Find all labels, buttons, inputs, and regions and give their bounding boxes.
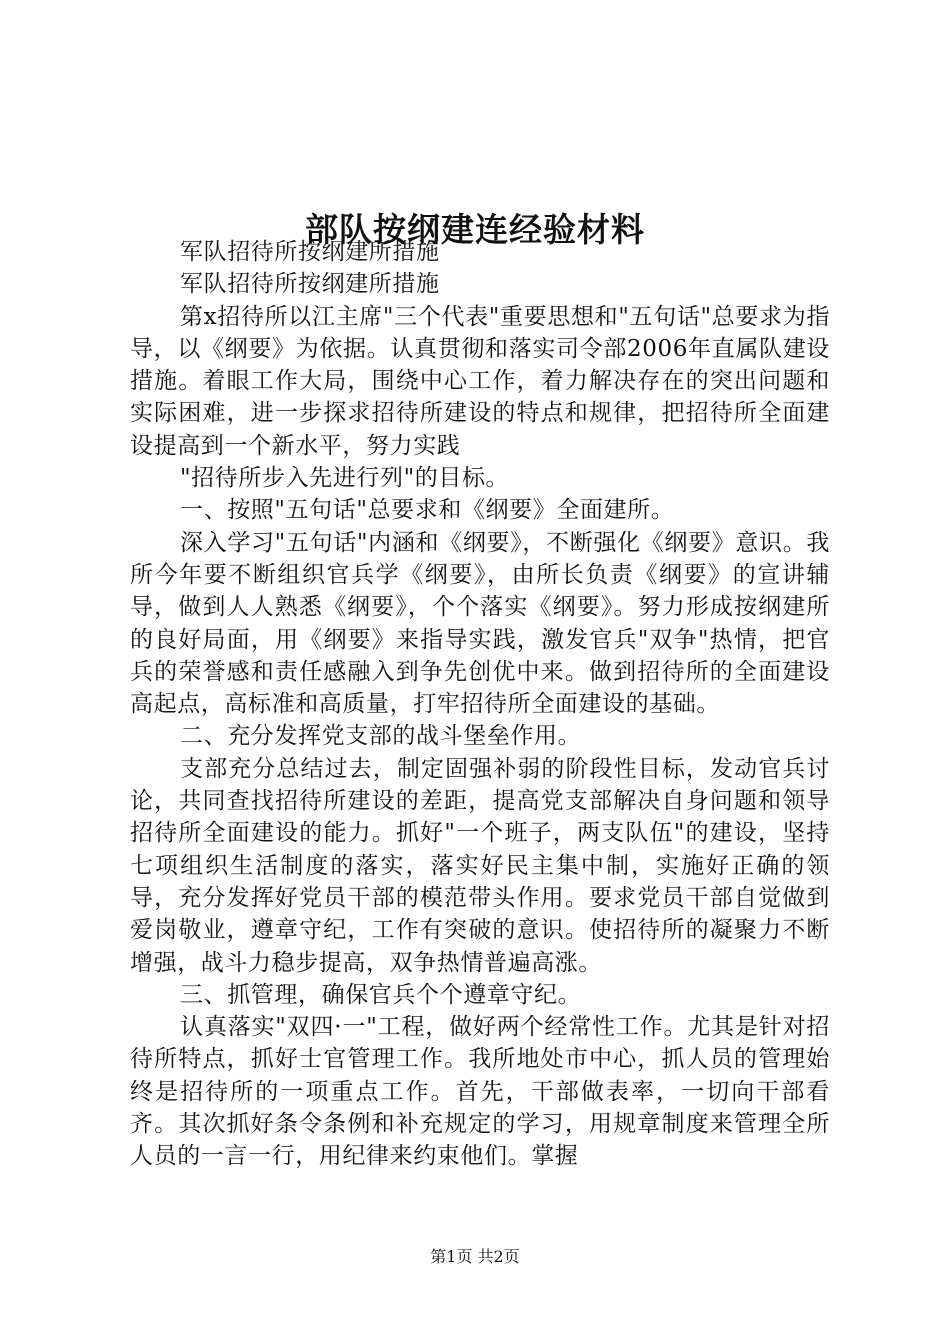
paragraph: 认真落实"双四·一"工程，做好两个经常性工作。尤其是针对招待所特点，抓好士官管理工作。我所地处市中心，抓人员的管理始终是招待所的一项重点工作。首先，干部做表率，一切向干部看齐。其次抓好条令条例和补充规定的学习，用规章制度来管理全所人员的一言一行，用纪律来约束他们。掌握	[130, 1014, 830, 1170]
paragraph: 支部充分总结过去，制定固强补弱的阶段性目标，发动官兵讨论，共同查找招待所建设的差距，提高党支部解决自身问题和领导招待所全面建设的能力。抓好"一个班子，两支队伍"的建设，坚持七项组织生活制度的落实，落实好民主集中制，实施好正确的领导，充分发挥好党员干部的模范带头作用。要求党员干部自觉做到爱岗敬业，遵章守纪，工作有突破的意识。使招待所的凝聚力不断增强，战斗力稳步提高，双争热情普遍高涨。	[130, 755, 830, 976]
paragraph: "招待所步入先进行列"的目标。	[180, 465, 510, 492]
document-title: 部队按纲建连经验材料	[305, 210, 645, 250]
paragraph: 第x招待所以江主席"三个代表"重要思想和"五句话"总要求为指导，以《纲要》为依据。认真贯彻和落实司令部2006年直属队建设措施。着眼工作大局，围绕中心工作，着力解决存在的突出问题和实际困难，进一步探求招待所建设的特点和规律，把招待所全面建设提高到一个新水平，努力实践	[130, 303, 830, 459]
section-heading: 一、按照"五句话"总要求和《纲要》全面建所。	[180, 497, 675, 524]
subtitle-line: 军队招待所按纲建所措施	[180, 271, 440, 298]
document-body	[130, 236, 830, 1173]
page-number: 第1页 共2页	[430, 1247, 520, 1266]
section-heading: 二、充分发挥党支部的战斗堡垒作用。	[180, 723, 582, 750]
subtitle-line: 军队招待所按纲建所措施	[180, 239, 440, 265]
paragraph: 深入学习"五句话"内涵和《纲要》，不断强化《纲要》意识。我所今年要不断组织官兵学《纲要》，由所长负责《纲要》的宣讲辅导，做到人人熟悉《纲要》，个个落实《纲要》。努力形成按纲建所的良好局面，用《纲要》来指导实践，激发官兵"双争"热情，把官兵的荣誉感和责任感融入到争先创优中来。做到招待所的全面建设高起点，高标准和高质量，打牢招待所全面建设的基础。	[130, 529, 830, 718]
section-heading: 三、抓管理，确保官兵个个遵章守纪。	[180, 981, 582, 1008]
